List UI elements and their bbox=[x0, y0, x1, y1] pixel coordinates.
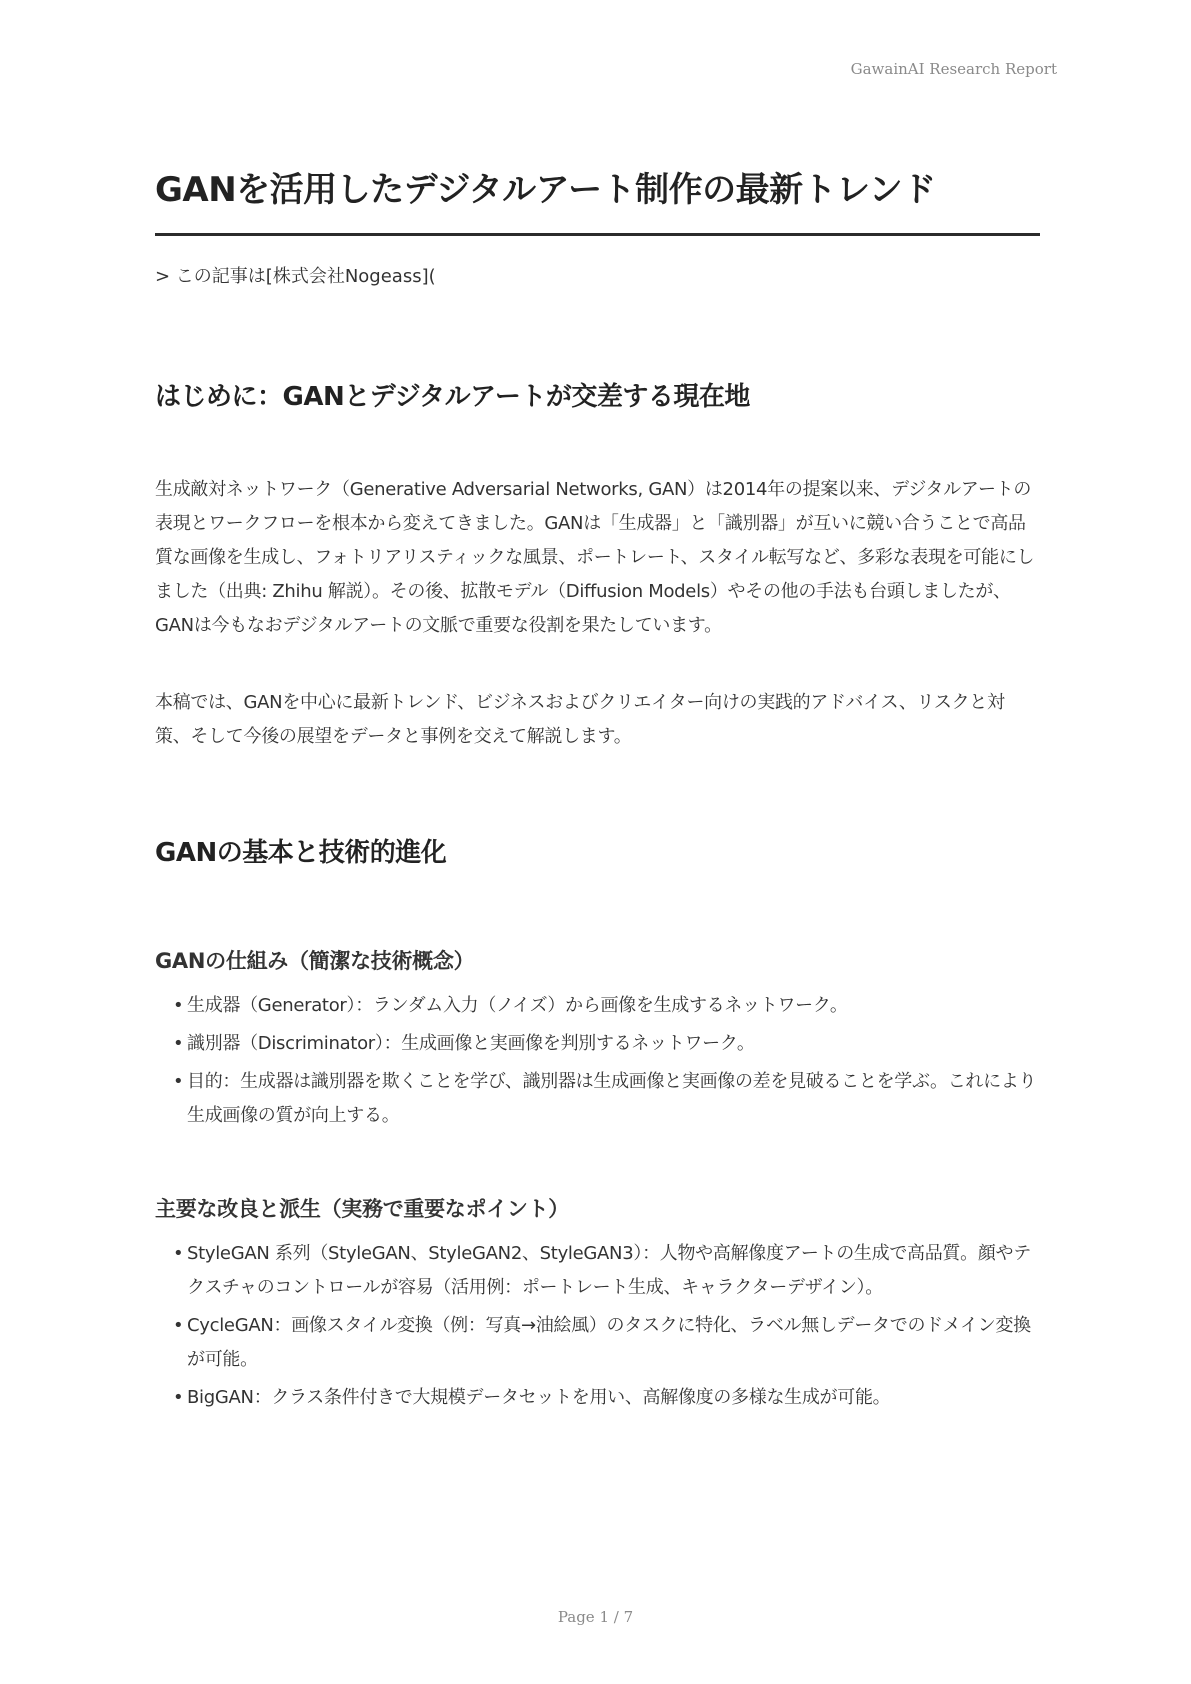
section-heading-basics: GANの基本と技術的進化 bbox=[155, 837, 447, 868]
intro-paragraph-1: 生成敵対ネットワーク（Generative Adversarial Networks, GAN）は2014年の提案以来、デジタルアートの表現とワークフローを根本から変えてきました。GANは「生成器」と「識別器」が互いに競い合うことで高品質な画像を生成し、フォトリアリスティックな風景、ポートレート、スタイル転写など、多彩な表現を可能にしました（出典: Zhihu 解説）。その後、拡散モデル（Diffusion Models）やその他の手法も台頭しましたが、GANは今もなおデジタルアートの文脈で重要な役割を果たしています。 bbox=[155, 478, 1035, 636]
mechanism-list bbox=[155, 989, 1040, 1133]
variants-list bbox=[155, 1237, 1040, 1415]
document-body bbox=[155, 170, 1040, 1419]
subsection-heading-mechanism: GANの仕組み（簡潔な技術概念） bbox=[155, 948, 475, 973]
list-item: • 生成器（Generator）：ランダム入力（ノイズ）から画像を生成するネットワーク。 bbox=[155, 989, 1040, 1023]
section-heading-intro: はじめに：GANとデジタルアートが交差する現在地 bbox=[155, 381, 750, 412]
intro-paragraph-2: 本稿では、GANを中心に最新トレンド、ビジネスおよびクリエイター向けの実践的アドバイス、リスクと対策、そして今後の展望をデータと事例を交えて解説します。 bbox=[155, 691, 1005, 747]
running-header: GawainAI Research Report bbox=[850, 60, 1057, 78]
list-item: • StyleGAN 系列（StyleGAN、StyleGAN2、StyleGAN3）：人物や高解像度アートの生成で高品質。顔やテクスチャのコントロールが容易（活用例：ポートレート生成、キャラクターデザイン）。 bbox=[155, 1237, 1040, 1305]
document-title: GANを活用したデジタルアート制作の最新トレンド bbox=[155, 170, 1040, 236]
source-quote: > この記事は[株式会社Nogeass]( bbox=[155, 265, 436, 287]
list-item: • BigGAN：クラス条件付きで大規模データセットを用い、高解像度の多様な生成が可能。 bbox=[155, 1381, 1040, 1415]
list-item: • CycleGAN：画像スタイル変換（例：写真→油絵風）のタスクに特化、ラベル無しデータでのドメイン変換が可能。 bbox=[155, 1309, 1040, 1377]
list-item: • 識別器（Discriminator）：生成画像と実画像を判別するネットワーク。 bbox=[155, 1027, 1040, 1061]
subsection-heading-variants: 主要な改良と派生（実務で重要なポイント） bbox=[155, 1196, 569, 1221]
page-number: Page 1 / 7 bbox=[557, 1608, 634, 1626]
list-item: • 目的：生成器は識別器を欺くことを学び、識別器は生成画像と実画像の差を見破ることを学ぶ。これにより生成画像の質が向上する。 bbox=[155, 1065, 1040, 1133]
